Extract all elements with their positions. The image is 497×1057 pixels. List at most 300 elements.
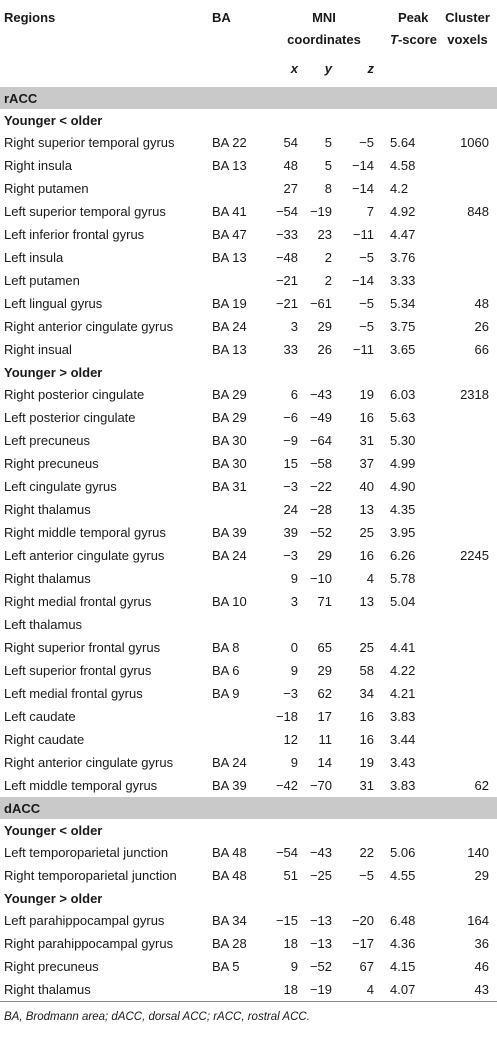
table-row — [0, 383, 497, 406]
cell-ba — [210, 567, 262, 590]
cell-peak-t: 6.26 — [390, 548, 416, 563]
cell-x: −9 — [283, 433, 298, 448]
cell-ba: BA 24 — [212, 755, 247, 770]
table-row — [0, 544, 497, 567]
cell-cluster-voxels: 164 — [467, 913, 489, 928]
cell-ba — [210, 177, 262, 200]
cell-peak-t: 4.55 — [390, 868, 416, 883]
cell-ba: BA 10 — [212, 594, 247, 609]
cell-cluster-voxels — [438, 728, 497, 751]
cell-z: 7 — [366, 204, 374, 219]
cell-ba: BA 28 — [212, 936, 247, 951]
cell-cluster-voxels — [438, 682, 497, 705]
cell-x: −33 — [275, 227, 298, 242]
cell-cluster-voxels: 29 — [474, 868, 489, 883]
group-row — [0, 361, 497, 383]
cell-region: Right middle temporal gyrus — [4, 525, 166, 540]
cell-ba: BA 8 — [212, 640, 240, 655]
table-footnote: BA, Brodmann area; dACC, dorsal ACC; rACC, rostral ACC. — [0, 1002, 497, 1024]
table-row — [0, 864, 497, 887]
cell-x: −6 — [283, 410, 298, 425]
cell-peak-t: 3.33 — [390, 273, 416, 288]
cell-y: 29 — [317, 663, 332, 678]
cell-y: −10 — [309, 571, 332, 586]
cell-peak-t: 3.83 — [390, 778, 416, 793]
cell-ba: BA 24 — [212, 548, 247, 563]
cell-ba: BA 39 — [212, 778, 247, 793]
cell-cluster-voxels — [438, 751, 497, 774]
table-row — [0, 246, 497, 269]
section-row — [0, 87, 497, 109]
cell-region: Left thalamus — [4, 617, 83, 632]
cell-y: −25 — [309, 868, 332, 883]
cell-peak-t: 5.64 — [390, 135, 416, 150]
cell-x: 3 — [290, 319, 298, 334]
cell-z: 40 — [359, 479, 374, 494]
cell-ba: BA 13 — [212, 158, 247, 173]
cell-y: −13 — [309, 936, 332, 951]
cell-x: 9 — [290, 755, 298, 770]
cell-ba: BA 39 — [212, 525, 247, 540]
cell-z: 31 — [359, 778, 374, 793]
cell-x: −48 — [275, 250, 298, 265]
cell-peak-t: 4.15 — [390, 959, 416, 974]
cell-y: 11 — [318, 732, 332, 747]
cell-cluster-voxels: 848 — [467, 204, 489, 219]
cell-z: −14 — [351, 273, 374, 288]
cell-ba: BA 34 — [212, 913, 247, 928]
cell-ba: BA 6 — [212, 663, 240, 678]
cell-cluster-voxels — [438, 223, 497, 246]
cell-cluster-voxels — [438, 452, 497, 475]
cell-region: Right insula — [4, 158, 72, 173]
table-row — [0, 567, 497, 590]
cell-ba: BA 22 — [212, 135, 247, 150]
cell-cluster-voxels — [438, 590, 497, 613]
cell-peak-t: 5.30 — [390, 433, 416, 448]
cell-z: 16 — [359, 732, 374, 747]
header-y: y — [324, 60, 332, 76]
cell-region: Left cingulate gyrus — [4, 479, 117, 494]
group-title: Younger > older — [4, 890, 103, 906]
cell-x: 51 — [283, 868, 298, 883]
cell-ba: BA 24 — [212, 319, 247, 334]
cell-y — [304, 613, 344, 636]
cell-peak-t: 4.99 — [390, 456, 416, 471]
cell-cluster-voxels: 2318 — [460, 387, 489, 402]
cell-y: 5 — [324, 158, 332, 173]
cell-cluster-voxels — [438, 246, 497, 269]
cell-peak-t: 4.21 — [390, 686, 416, 701]
table-row — [0, 728, 497, 751]
cell-y: −28 — [309, 502, 332, 517]
cell-y: 14 — [317, 755, 332, 770]
cell-region: Left superior frontal gyrus — [4, 663, 152, 678]
cell-region: Left parahippocampal gyrus — [4, 913, 165, 928]
cell-x: −18 — [275, 709, 298, 724]
section-row — [0, 797, 497, 819]
cell-z: 25 — [359, 640, 374, 655]
cell-ba — [210, 613, 262, 636]
cell-peak-t: 3.95 — [390, 525, 416, 540]
table-row — [0, 498, 497, 521]
cell-ba: BA 48 — [212, 845, 247, 860]
cell-ba — [210, 269, 262, 292]
cell-cluster-voxels: 36 — [474, 936, 489, 951]
cell-peak-t: 5.63 — [390, 410, 416, 425]
cell-region: Left insula — [4, 250, 64, 265]
cell-ba: BA 13 — [212, 250, 247, 265]
cell-x: 3 — [290, 594, 298, 609]
table-header — [0, 0, 497, 87]
cell-peak-t: 3.43 — [390, 755, 416, 770]
cell-ba — [210, 498, 262, 521]
cell-x: −3 — [283, 548, 298, 563]
table-row — [0, 223, 497, 246]
cell-x: 15 — [283, 456, 298, 471]
cell-region: Right thalamus — [4, 502, 91, 517]
cell-z: −5 — [359, 296, 374, 311]
cell-x: −15 — [275, 913, 298, 928]
cell-y: 5 — [324, 135, 332, 150]
cell-x: −3 — [283, 479, 298, 494]
table-row — [0, 269, 497, 292]
cell-cluster-voxels: 48 — [474, 296, 489, 311]
cell-z: 4 — [366, 571, 374, 586]
cell-cluster-voxels: 62 — [474, 778, 489, 793]
cell-ba: BA 48 — [212, 868, 247, 883]
cell-peak-t: 3.75 — [390, 319, 416, 334]
cell-region: Left middle temporal gyrus — [4, 778, 158, 793]
cell-peak-t: 4.36 — [390, 936, 416, 951]
cell-cluster-voxels — [438, 406, 497, 429]
cell-z: −5 — [359, 868, 374, 883]
cell-peak-t: 3.83 — [390, 709, 416, 724]
cell-cluster-voxels — [438, 177, 497, 200]
cell-region: Right medial frontal gyrus — [4, 594, 152, 609]
header-peak-t: T — [390, 32, 398, 47]
cell-region: Right precuneus — [4, 959, 99, 974]
group-title: Younger < older — [4, 112, 103, 128]
cell-peak-t: 4.58 — [390, 158, 416, 173]
cell-y: −52 — [309, 959, 332, 974]
table-row — [0, 154, 497, 177]
header-peak — [386, 0, 438, 47]
cell-peak-t: 4.47 — [390, 227, 416, 242]
cell-x: 48 — [283, 158, 298, 173]
cell-ba: BA 30 — [212, 433, 247, 448]
cell-y: −19 — [309, 982, 332, 997]
cell-peak-t: 5.04 — [390, 594, 416, 609]
cell-ba: BA 19 — [212, 296, 247, 311]
cell-x: 18 — [283, 936, 298, 951]
cell-region: Left temporoparietal junction — [4, 845, 169, 860]
header-z: z — [367, 60, 374, 76]
cell-ba: BA 47 — [212, 227, 247, 242]
cell-z: 58 — [359, 663, 374, 678]
cell-z: 37 — [359, 456, 374, 471]
cell-x: 39 — [283, 525, 298, 540]
cell-region: Right insual — [4, 342, 72, 357]
header-peak-line2 — [390, 32, 438, 47]
cell-region: Right precuneus — [4, 456, 99, 471]
cell-z: −14 — [351, 181, 374, 196]
cell-x: −42 — [275, 778, 298, 793]
cell-region: Right superior frontal gyrus — [4, 640, 161, 655]
cell-peak-t — [386, 613, 438, 636]
cell-cluster-voxels: 46 — [474, 959, 489, 974]
cell-x: 54 — [283, 135, 298, 150]
table-row — [0, 841, 497, 864]
cell-y: −43 — [309, 387, 332, 402]
cell-region: Right thalamus — [4, 571, 91, 586]
cell-y: −49 — [309, 410, 332, 425]
cell-cluster-voxels — [438, 636, 497, 659]
cell-peak-t: 4.90 — [390, 479, 416, 494]
cell-y: −52 — [309, 525, 332, 540]
cell-y: −43 — [309, 845, 332, 860]
cell-region: Right parahippocampal gyrus — [4, 936, 174, 951]
cell-z — [344, 613, 386, 636]
cell-peak-t: 4.07 — [390, 982, 416, 997]
table-row — [0, 315, 497, 338]
cell-z: 16 — [359, 548, 374, 563]
cell-y: 8 — [324, 181, 332, 196]
cell-cluster-voxels — [438, 475, 497, 498]
cell-cluster-voxels — [438, 659, 497, 682]
cell-peak-t: 3.44 — [390, 732, 416, 747]
cell-y: −70 — [309, 778, 332, 793]
cell-z: −11 — [352, 342, 374, 357]
header-cluster-line2: voxels — [447, 32, 488, 47]
cell-x: 33 — [283, 342, 298, 357]
table-row — [0, 636, 497, 659]
cell-region: Left precuneus — [4, 433, 91, 448]
cell-region: Right thalamus — [4, 982, 91, 997]
cell-peak-t: 5.78 — [390, 571, 416, 586]
cell-z: 25 — [359, 525, 374, 540]
cell-y: 62 — [317, 686, 332, 701]
cell-cluster-voxels: 2245 — [460, 548, 489, 563]
cell-peak-t: 3.65 — [390, 342, 416, 357]
cell-region: Left putamen — [4, 273, 80, 288]
cell-cluster-voxels: 26 — [474, 319, 489, 334]
cell-peak-t: 4.22 — [390, 663, 416, 678]
cell-cluster-voxels — [438, 705, 497, 728]
cell-z: −5 — [359, 135, 374, 150]
cell-z: 16 — [359, 709, 374, 724]
cell-z: −20 — [351, 913, 374, 928]
cell-y: 2 — [324, 273, 332, 288]
table-row — [0, 751, 497, 774]
section-title: rACC — [0, 87, 497, 109]
cell-y: −22 — [309, 479, 332, 494]
cell-x: 9 — [290, 959, 298, 974]
cell-y: 23 — [317, 227, 332, 242]
header-peak-line1: Peak — [398, 10, 429, 25]
cell-peak-t: 5.34 — [390, 296, 416, 311]
cell-ba: BA 30 — [212, 456, 247, 471]
cell-ba — [210, 705, 262, 728]
cell-x: 6 — [290, 387, 298, 402]
cell-region: Right temporoparietal junction — [4, 868, 177, 883]
cell-z: −17 — [351, 936, 374, 951]
cell-x: 18 — [283, 982, 298, 997]
table-row — [0, 292, 497, 315]
table-row — [0, 659, 497, 682]
cell-x — [262, 613, 304, 636]
cell-z: 4 — [366, 982, 374, 997]
table-row — [0, 452, 497, 475]
table-row — [0, 613, 497, 636]
cell-x: 9 — [290, 663, 298, 678]
cell-z: 13 — [359, 502, 374, 517]
cell-cluster-voxels — [438, 521, 497, 544]
cell-ba: BA 41 — [212, 204, 247, 219]
header-regions: Regions — [4, 10, 56, 25]
cell-cluster-voxels — [438, 154, 497, 177]
cell-y: 29 — [317, 548, 332, 563]
cell-y: 2 — [324, 250, 332, 265]
cell-ba — [210, 728, 262, 751]
cell-region: Right putamen — [4, 181, 89, 196]
table-row — [0, 932, 497, 955]
cell-peak-t: 4.92 — [390, 204, 416, 219]
table-row — [0, 177, 497, 200]
table-body — [0, 87, 497, 1002]
table-row — [0, 131, 497, 154]
cell-x: 27 — [283, 181, 298, 196]
cell-z: 13 — [359, 594, 374, 609]
cell-ba: BA 29 — [212, 410, 247, 425]
table-row — [0, 909, 497, 932]
cell-region: Left superior temporal gyrus — [4, 204, 166, 219]
cell-region: Right anterior cingulate gyrus — [4, 319, 174, 334]
cell-peak-t: 4.2 — [390, 181, 409, 196]
section-title: dACC — [0, 797, 497, 819]
cell-cluster-voxels: 43 — [474, 982, 489, 997]
cell-ba: BA 13 — [212, 342, 247, 357]
table-row — [0, 590, 497, 613]
cell-peak-t: 4.41 — [390, 640, 416, 655]
cell-y: −58 — [309, 456, 332, 471]
cell-peak-t: 5.06 — [390, 845, 416, 860]
group-title: Younger > older — [4, 364, 103, 380]
cell-y: −19 — [309, 204, 332, 219]
cell-region: Right superior temporal gyrus — [4, 135, 175, 150]
table-row — [0, 475, 497, 498]
table-row — [0, 338, 497, 361]
cell-x: −3 — [283, 686, 298, 701]
cell-ba: BA 29 — [212, 387, 247, 402]
cell-y: 29 — [317, 319, 332, 334]
cell-y: 17 — [317, 709, 332, 724]
cell-cluster-voxels — [438, 429, 497, 452]
cell-x: 24 — [283, 502, 298, 517]
header-cluster-line1: Cluster — [445, 10, 490, 25]
cell-z: 16 — [359, 410, 374, 425]
group-row — [0, 819, 497, 841]
cell-region: Left caudate — [4, 709, 76, 724]
table-row — [0, 705, 497, 728]
cell-ba — [210, 978, 262, 1002]
cell-x: 12 — [283, 732, 298, 747]
cell-region: Left anterior cingulate gyrus — [4, 548, 165, 563]
cell-region: Left lingual gyrus — [4, 296, 103, 311]
group-row — [0, 109, 497, 131]
group-title: Younger < older — [4, 822, 103, 838]
cell-peak-t: 4.35 — [390, 502, 416, 517]
cell-z: −14 — [351, 158, 374, 173]
cell-x: −21 — [275, 296, 298, 311]
header-ba: BA — [212, 10, 231, 25]
cell-ba: BA 5 — [212, 959, 240, 974]
table-row — [0, 978, 497, 1002]
table-row — [0, 682, 497, 705]
cell-peak-t: 6.48 — [390, 913, 416, 928]
cell-z: 34 — [359, 686, 374, 701]
cell-cluster-voxels: 1060 — [460, 135, 489, 150]
cell-y: −61 — [309, 296, 332, 311]
cell-x: 9 — [290, 571, 298, 586]
cell-peak-t: 6.03 — [390, 387, 416, 402]
cell-z: 19 — [359, 387, 374, 402]
table-row — [0, 955, 497, 978]
header-x: x — [290, 60, 298, 76]
cell-x: −21 — [275, 273, 298, 288]
cell-cluster-voxels — [438, 498, 497, 521]
cell-peak-t: 3.76 — [390, 250, 416, 265]
cell-x: −54 — [275, 204, 298, 219]
header-peak-score: -score — [397, 32, 437, 47]
cell-z: −5 — [359, 319, 374, 334]
table-row — [0, 406, 497, 429]
cell-y: 71 — [317, 594, 332, 609]
table-row — [0, 774, 497, 797]
cell-z: −5 — [359, 250, 374, 265]
table-row — [0, 429, 497, 452]
cell-cluster-voxels — [438, 613, 497, 636]
table-row — [0, 521, 497, 544]
cell-z: 67 — [359, 959, 374, 974]
cell-y: 26 — [317, 342, 332, 357]
header-mni-line2: coordinates — [287, 32, 361, 47]
cell-z: −11 — [352, 227, 374, 242]
table-row — [0, 200, 497, 223]
cell-x: −54 — [275, 845, 298, 860]
cell-y: 65 — [317, 640, 332, 655]
cell-region: Left medial frontal gyrus — [4, 686, 143, 701]
cell-cluster-voxels: 140 — [467, 845, 489, 860]
cell-region: Right anterior cingulate gyrus — [4, 755, 174, 770]
header-mni — [262, 0, 386, 47]
cell-z: 22 — [359, 845, 374, 860]
cell-cluster-voxels: 66 — [474, 342, 489, 357]
header-mni-line1: MNI — [312, 10, 336, 25]
group-row — [0, 887, 497, 909]
cell-region: Right caudate — [4, 732, 85, 747]
cell-cluster-voxels — [438, 567, 497, 590]
cell-x: 0 — [290, 640, 298, 655]
cell-z: 31 — [359, 433, 374, 448]
header-cluster — [438, 0, 497, 47]
cell-z: 19 — [359, 755, 374, 770]
cell-region: Right posterior cingulate — [4, 387, 145, 402]
cell-region: Left posterior cingulate — [4, 410, 136, 425]
cell-y: −64 — [309, 433, 332, 448]
cell-cluster-voxels — [438, 269, 497, 292]
cell-ba: BA 9 — [212, 686, 240, 701]
